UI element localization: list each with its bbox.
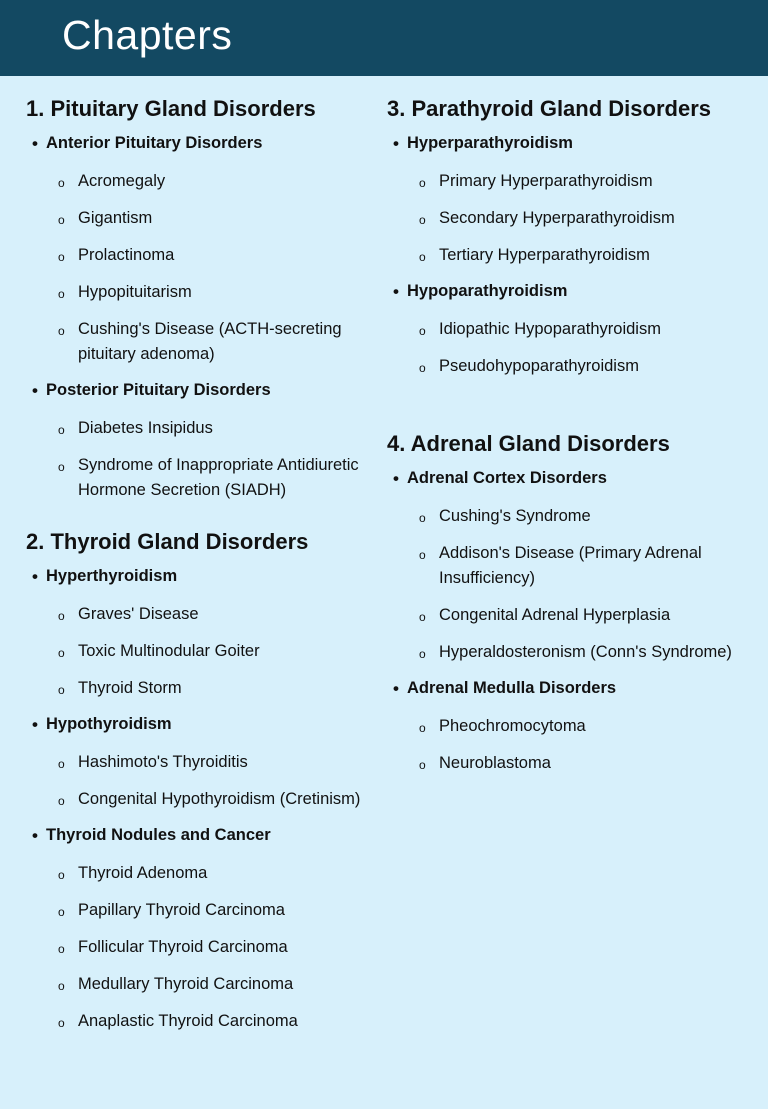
list-item: o Hashimoto's Thyroiditis	[26, 750, 388, 775]
chapter-title: 2. Thyroid Gland Disorders	[26, 529, 309, 554]
list-item: o Congenital Hypothyroidism (Cretinism)	[26, 787, 388, 812]
left-column	[26, 94, 388, 1046]
list-item: o Graves' Disease	[26, 602, 388, 627]
section-title: • Adrenal Medulla Disorders	[387, 677, 757, 700]
section	[387, 677, 757, 776]
list-item: o Addison's Disease (Primary Adrenal Insufficiency)	[387, 541, 757, 591]
section-title: • Thyroid Nodules and Cancer	[26, 824, 388, 847]
list-item: o Diabetes Insipidus	[26, 416, 388, 441]
chapter-pituitary	[26, 94, 388, 503]
list-item: o Follicular Thyroid Carcinoma	[26, 935, 388, 960]
chapter-title: 3. Parathyroid Gland Disorders	[387, 96, 711, 121]
list-item: o Thyroid Adenoma	[26, 861, 388, 886]
section-title: • Hypothyroidism	[26, 713, 388, 736]
section-title: • Hyperparathyroidism	[387, 132, 757, 155]
section-title: • Anterior Pituitary Disorders	[26, 132, 388, 155]
section	[26, 132, 388, 367]
list-item: o Acromegaly	[26, 169, 388, 194]
list-item: o Thyroid Storm	[26, 676, 388, 701]
chapter-adrenal	[387, 429, 757, 776]
section	[387, 280, 757, 379]
list-item: o Pseudohypoparathyroidism	[387, 354, 757, 379]
list-item: o Prolactinoma	[26, 243, 388, 268]
section	[26, 379, 388, 503]
section	[26, 713, 388, 812]
list-item: o Secondary Hyperparathyroidism	[387, 206, 757, 231]
list-item: o Medullary Thyroid Carcinoma	[26, 972, 388, 997]
list-item: o Cushing's Syndrome	[387, 504, 757, 529]
chapter-title: 4. Adrenal Gland Disorders	[387, 431, 670, 456]
section	[26, 824, 388, 1034]
list-item: o Idiopathic Hypoparathyroidism	[387, 317, 757, 342]
right-column	[387, 94, 757, 788]
list-item: o Syndrome of Inappropriate Antidiuretic Hormone Secretion (SIADH)	[26, 453, 388, 503]
page-title: Chapters	[62, 12, 233, 58]
section	[387, 467, 757, 665]
list-item: o Tertiary Hyperparathyroidism	[387, 243, 757, 268]
list-item: o Cushing's Disease (ACTH-secreting pituitary adenoma)	[26, 317, 388, 367]
section	[26, 565, 388, 701]
list-item: o Hypopituitarism	[26, 280, 388, 305]
header-bar	[0, 0, 768, 76]
list-item: o Pheochromocytoma	[387, 714, 757, 739]
section-title: • Adrenal Cortex Disorders	[387, 467, 757, 490]
section-title: • Hyperthyroidism	[26, 565, 388, 588]
chapter-parathyroid	[387, 94, 757, 379]
list-item: o Anaplastic Thyroid Carcinoma	[26, 1009, 388, 1034]
section	[387, 132, 757, 268]
section-title: • Posterior Pituitary Disorders	[26, 379, 388, 402]
chapter-title: 1. Pituitary Gland Disorders	[26, 96, 316, 121]
list-item: o Primary Hyperparathyroidism	[387, 169, 757, 194]
list-item: o Congenital Adrenal Hyperplasia	[387, 603, 757, 628]
list-item: o Hyperaldosteronism (Conn's Syndrome)	[387, 640, 757, 665]
chapter-thyroid	[26, 527, 388, 1034]
list-item: o Gigantism	[26, 206, 388, 231]
section-title: • Hypoparathyroidism	[387, 280, 757, 303]
list-item: o Neuroblastoma	[387, 751, 757, 776]
list-item: o Toxic Multinodular Goiter	[26, 639, 388, 664]
list-item: o Papillary Thyroid Carcinoma	[26, 898, 388, 923]
